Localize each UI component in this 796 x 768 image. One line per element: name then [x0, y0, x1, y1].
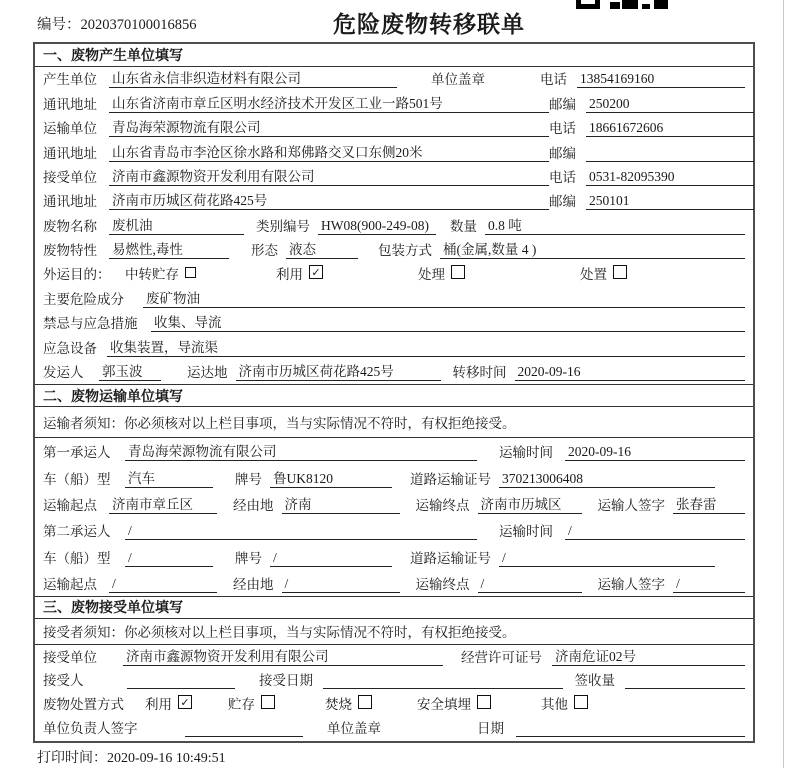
waste-property-value: 易燃性,毒性	[109, 238, 229, 259]
producer-phone-value: 13854169160	[577, 71, 745, 88]
form-row-transporter-address	[35, 140, 753, 164]
emergency-equipment-value: 收集装置，导流渠	[107, 336, 745, 357]
checkbox-unchecked	[477, 695, 491, 709]
form-row-first-carrier	[35, 438, 753, 464]
option-transfer-storage	[125, 263, 196, 283]
destination-value: 济南市历城区荷花路425号	[236, 360, 441, 381]
second-carrier-value: /	[125, 523, 477, 540]
signed-amount-label: 签收量	[574, 673, 615, 689]
form-row-producer-unit	[35, 67, 753, 91]
route-end-value: /	[478, 576, 582, 593]
vehicle-type-value: 汽车	[125, 467, 213, 488]
document-number	[37, 13, 197, 34]
route-via-label: 经由地	[233, 497, 274, 513]
form-row-responsible-signature	[35, 716, 753, 740]
accept-date-label: 接受日期	[259, 673, 313, 689]
document-number-value: 2020370100016856	[80, 17, 197, 33]
zip-label: 邮编	[549, 96, 576, 112]
dispatcher-value: 郭玉波	[99, 360, 161, 381]
print-time-value: 2020-09-16 10:49:51	[107, 751, 226, 766]
route-end-label: 运输终点	[415, 497, 470, 513]
form-row-second-carrier	[35, 517, 753, 543]
option-label: 利用	[276, 266, 303, 282]
address-label: 通讯地址	[43, 194, 97, 210]
option-utilize	[145, 693, 192, 713]
option-utilize	[276, 263, 323, 283]
checkbox-unchecked	[451, 265, 465, 279]
transfer-time-label: 转移时间	[452, 365, 507, 381]
option-label: 利用	[145, 696, 172, 712]
route-via-value: /	[282, 576, 400, 593]
transfer-purpose-label: 外运目的：	[43, 266, 111, 282]
checkbox-unchecked	[613, 265, 627, 279]
form-row-receiver-address	[35, 189, 753, 213]
emergency-equipment-label: 应急设备	[43, 340, 97, 356]
checkbox-checked: ✓	[178, 695, 192, 709]
form-row-vehicle2	[35, 543, 753, 569]
road-permit-label: 道路运输证号	[410, 550, 491, 566]
option-storage	[228, 693, 275, 713]
hazard-components-label: 主要危险成分	[43, 291, 124, 307]
option-label: 其他	[541, 696, 568, 712]
form-row-accept-unit	[35, 645, 753, 669]
address-label: 通讯地址	[43, 145, 97, 161]
transport-time-label: 运输时间	[499, 445, 553, 461]
route-start-value: 济南市章丘区	[109, 493, 217, 514]
option-landfill	[417, 693, 491, 713]
transporter-unit-value: 青岛海荣源物流有限公司	[109, 116, 549, 137]
option-label: 处置	[580, 266, 607, 282]
manifest-form	[33, 42, 755, 743]
transporter-phone-value: 18661672606	[586, 120, 754, 137]
accept-date-value	[323, 672, 563, 689]
producer-unit-value: 山东省永信非织造材料有限公司	[109, 67, 397, 88]
receiver-unit-value: 济南市鑫源物资开发利用有限公司	[109, 165, 549, 186]
transporter-zip-value	[586, 145, 754, 162]
form-row-route2	[35, 570, 753, 596]
phone-label: 电话	[549, 169, 576, 185]
quantity-label: 数量	[450, 218, 477, 234]
route-end-label: 运输终点	[415, 576, 470, 592]
document-number-label: 编号：	[37, 17, 81, 33]
destination-label: 运达地	[187, 365, 228, 381]
form-row-receiver-unit	[35, 165, 753, 189]
route-start-label: 运输起点	[43, 576, 97, 592]
transport-time-label: 运输时间	[499, 524, 553, 540]
option-label: 中转贮存	[125, 266, 179, 282]
accept-unit-label: 接受单位	[43, 649, 97, 665]
carrier-signature-label: 运输人签字	[597, 576, 665, 592]
license-label: 经营许可证号	[461, 649, 542, 665]
carrier-signature-label: 运输人签字	[597, 497, 665, 513]
accept-person-value	[127, 672, 235, 689]
taboo-measures-value: 收集、导流	[151, 311, 745, 332]
form-row-vehicle1	[35, 464, 753, 490]
form-row-producer-address	[35, 91, 753, 115]
section3-header: 三、废物接受单位填写	[35, 596, 753, 619]
option-dispose	[580, 263, 627, 283]
form-row-dispatcher	[35, 360, 753, 384]
signed-amount-value	[625, 672, 745, 689]
accept-unit-value: 济南市鑫源物资开发利用有限公司	[123, 645, 443, 666]
form-row-transfer-purpose	[35, 262, 753, 286]
producer-address-value: 山东省济南市章丘区明水经济技术开发区工业一路501号	[109, 92, 549, 113]
checkbox-checked: ✓	[309, 265, 323, 279]
vehicle-type-label: 车（船）型	[43, 550, 111, 566]
option-label: 焚烧	[325, 696, 352, 712]
transporter-unit-label: 运输单位	[43, 121, 97, 137]
address-label: 通讯地址	[43, 96, 97, 112]
category-code-label: 类别编号	[256, 218, 310, 234]
hazard-components-value: 废矿物油	[143, 287, 745, 308]
producer-unit-label: 产生单位	[43, 72, 97, 88]
carrier-signature-value: 张春雷	[673, 493, 745, 514]
disposal-method-label: 废物处置方式	[43, 696, 124, 712]
checkbox-unchecked	[358, 695, 372, 709]
form-row-disposal-method	[35, 692, 753, 716]
checkbox-unchecked	[261, 695, 275, 709]
receiver-unit-label: 接受单位	[43, 169, 97, 185]
responsible-signature-label: 单位负责人签字	[43, 720, 138, 736]
plate-label: 牌号	[235, 471, 262, 487]
form-state-label: 形态	[251, 243, 278, 259]
form-row-transporter-unit	[35, 116, 753, 140]
transporter-address-value: 山东省青岛市李沧区徐水路和郑佛路交叉口东侧20米	[109, 141, 549, 162]
receiver-zip-value: 250101	[586, 193, 754, 210]
option-label: 贮存	[228, 696, 255, 712]
route-end-value: 济南市历城区	[478, 493, 582, 514]
section2-notice: 运输者须知：你必须核对以上栏目事项，当与实际情况不符时，有权拒绝接受。	[35, 407, 753, 438]
zip-label: 邮编	[549, 145, 576, 161]
license-value: 济南危证02号	[552, 645, 745, 666]
route-via-value: 济南	[282, 493, 400, 514]
first-carrier-label: 第一承运人	[43, 445, 111, 461]
form-row-hazard-components	[35, 287, 753, 311]
form-row-emergency-equipment	[35, 335, 753, 359]
transport-time-value: 2020-09-16	[565, 444, 745, 461]
form-row-waste-name	[35, 213, 753, 237]
route-via-label: 经由地	[233, 576, 274, 592]
phone-label: 电话	[549, 121, 576, 137]
checkbox-unchecked	[574, 695, 588, 709]
packing-label: 包装方式	[378, 243, 432, 259]
route-start-value: /	[109, 576, 217, 593]
waste-name-value: 废机油	[109, 214, 244, 235]
waste-name-label: 废物名称	[43, 218, 97, 234]
dispatcher-label: 发运人	[43, 365, 84, 381]
plate-value: 鲁UK8120	[270, 467, 392, 488]
print-time	[37, 747, 226, 767]
route-start-label: 运输起点	[43, 497, 97, 513]
option-label: 处理	[418, 266, 445, 282]
zip-label: 邮编	[549, 194, 576, 210]
vehicle-type-value: /	[125, 550, 213, 567]
date-label: 日期	[477, 720, 504, 736]
plate-value: /	[270, 550, 392, 567]
option-other	[541, 693, 588, 713]
form-state-value: 液态	[286, 238, 358, 259]
option-incinerate	[325, 693, 372, 713]
form-row-route1	[35, 491, 753, 517]
form-row-waste-properties	[35, 238, 753, 262]
transfer-time-value: 2020-09-16	[515, 364, 746, 381]
responsible-signature-value	[185, 720, 303, 737]
category-code-value: HW08(900-249-08)	[318, 218, 436, 235]
second-carrier-label: 第二承运人	[43, 524, 111, 540]
road-permit-value: 370213006408	[499, 471, 715, 488]
form-row-taboo-measures	[35, 311, 753, 335]
date-value	[516, 720, 745, 737]
producer-zip-value: 250200	[586, 96, 754, 113]
checkbox-unchecked	[185, 267, 196, 278]
road-permit-value: /	[499, 550, 715, 567]
packing-value: 桶(金属,数量 4 )	[440, 238, 745, 259]
receiver-phone-value: 0531-82095390	[586, 169, 754, 186]
unit-seal-label: 单位盖章	[431, 72, 485, 88]
waste-property-label: 废物特性	[43, 243, 97, 259]
transport-time-value: /	[565, 523, 745, 540]
first-carrier-value: 青岛海荣源物流有限公司	[125, 440, 477, 461]
receiver-address-value: 济南市历城区荷花路425号	[109, 189, 549, 210]
carrier-signature-value: /	[673, 576, 745, 593]
taboo-measures-label: 禁忌与应急措施	[43, 316, 138, 332]
option-treat	[418, 263, 465, 283]
form-row-accept-person	[35, 669, 753, 693]
unit-seal-label: 单位盖章	[327, 720, 381, 736]
page-edge-divider	[783, 0, 784, 768]
phone-label: 电话	[540, 72, 567, 88]
accept-person-label: 接受人	[43, 673, 84, 689]
option-label: 安全填埋	[417, 696, 471, 712]
section3-notice: 接受者须知：你必须核对以上栏目事项，当与实际情况不符时，有权拒绝接受。	[35, 619, 753, 645]
print-time-label: 打印时间：	[37, 751, 107, 766]
page-title: 危险废物转移联单	[333, 12, 525, 37]
qr-code-partial-icon	[576, 0, 668, 9]
vehicle-type-label: 车（船）型	[43, 471, 111, 487]
section1-header: 一、废物产生单位填写	[35, 44, 753, 67]
plate-label: 牌号	[235, 550, 262, 566]
road-permit-label: 道路运输证号	[410, 471, 491, 487]
quantity-value: 0.8 吨	[485, 214, 745, 235]
section2-header: 二、废物运输单位填写	[35, 384, 753, 407]
